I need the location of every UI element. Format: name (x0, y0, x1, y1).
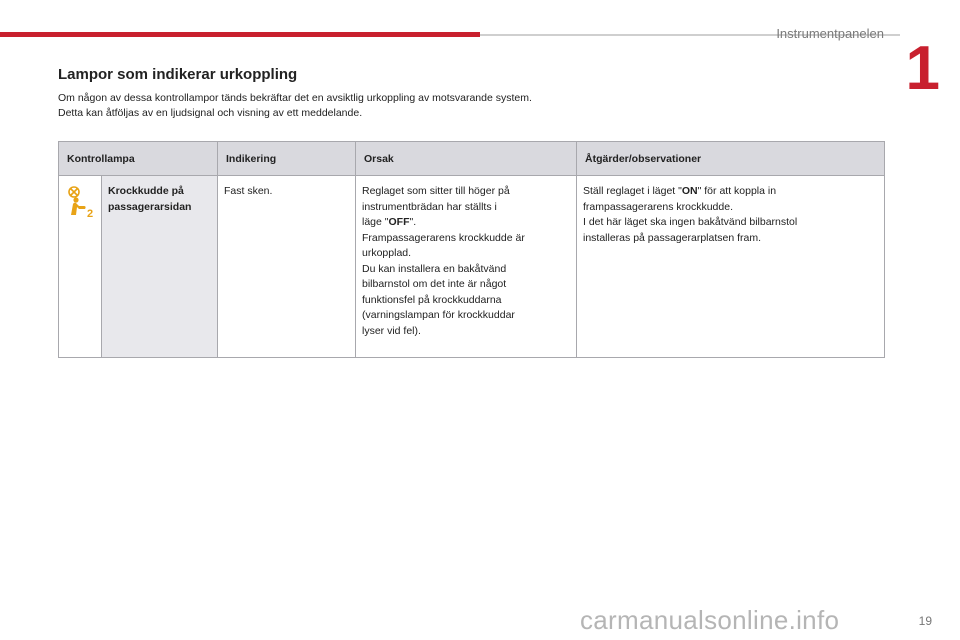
section-name: Instrumentpanelen (776, 26, 884, 41)
action-line: installeras på passagerarplatsen fram. (583, 231, 762, 244)
watermark: carmanualsonline.info (580, 605, 840, 635)
on-keyword: ON (681, 185, 698, 197)
action-line: Ställ reglaget i läget " (583, 185, 682, 197)
col-header-indication: Indikering (218, 142, 356, 176)
action-line: I det här läget ska ingen bakåtvänd bilbarnstol (583, 216, 798, 228)
page-number: 19 (918, 614, 932, 628)
cause-line: ". (409, 216, 417, 228)
lamp-name (102, 176, 218, 358)
cause-cell (356, 176, 577, 358)
cause-line: funktionsfel på krockkuddarna (362, 293, 502, 306)
cause-line: Du kan installera en bakåtvänd (362, 262, 507, 275)
off-keyword: OFF (388, 216, 410, 228)
table-row (59, 176, 885, 358)
col-header-action: Åtgärder/observationer (577, 142, 885, 176)
indicator-table (58, 141, 885, 358)
header-accent-bar (0, 32, 480, 37)
cause-line: Frampassagerarens krockkudde är (362, 231, 525, 244)
lamp-icon-cell (59, 176, 102, 358)
cause-line: bilbarnstol om det inte är något (362, 278, 507, 290)
cause-line: (varningslampan för krockkuddar (362, 309, 515, 321)
page-title: Lampor som indikerar urkoppling (58, 66, 298, 83)
cause-line: läge " (362, 216, 389, 228)
col-header-cause: Orsak (356, 142, 577, 176)
cause-line: instrumentbrädan har ställts i (362, 200, 497, 213)
lamp-name-line: Krockkudde på (108, 185, 184, 197)
chapter-number: 1 (905, 34, 940, 103)
svg-text:2: 2 (87, 208, 94, 218)
cause-line: lyser vid fel). (362, 324, 421, 337)
col-header-lamp: Kontrollampa (59, 142, 218, 176)
indication-cell: Fast sken. (218, 176, 356, 358)
cause-line: Reglaget som sitter till höger på (362, 185, 510, 197)
lamp-name-line: passagerarsidan (108, 200, 192, 213)
table-header-row (59, 142, 885, 176)
intro-line: Om någon av dessa kontrollampor tänds bekräftar det en avsiktlig urkoppling av motsvarande system. (58, 92, 532, 104)
action-line: " för att koppla in (697, 185, 777, 197)
intro-line: Detta kan åtföljas av en ljudsignal och visning av ett meddelande. (58, 107, 363, 119)
intro-text (58, 91, 532, 121)
action-cell (577, 176, 885, 358)
cause-line: urkopplad. (362, 247, 412, 259)
action-line: frampassagerarens krockkudde. (583, 200, 733, 213)
passenger-airbag-off-icon (63, 184, 97, 218)
